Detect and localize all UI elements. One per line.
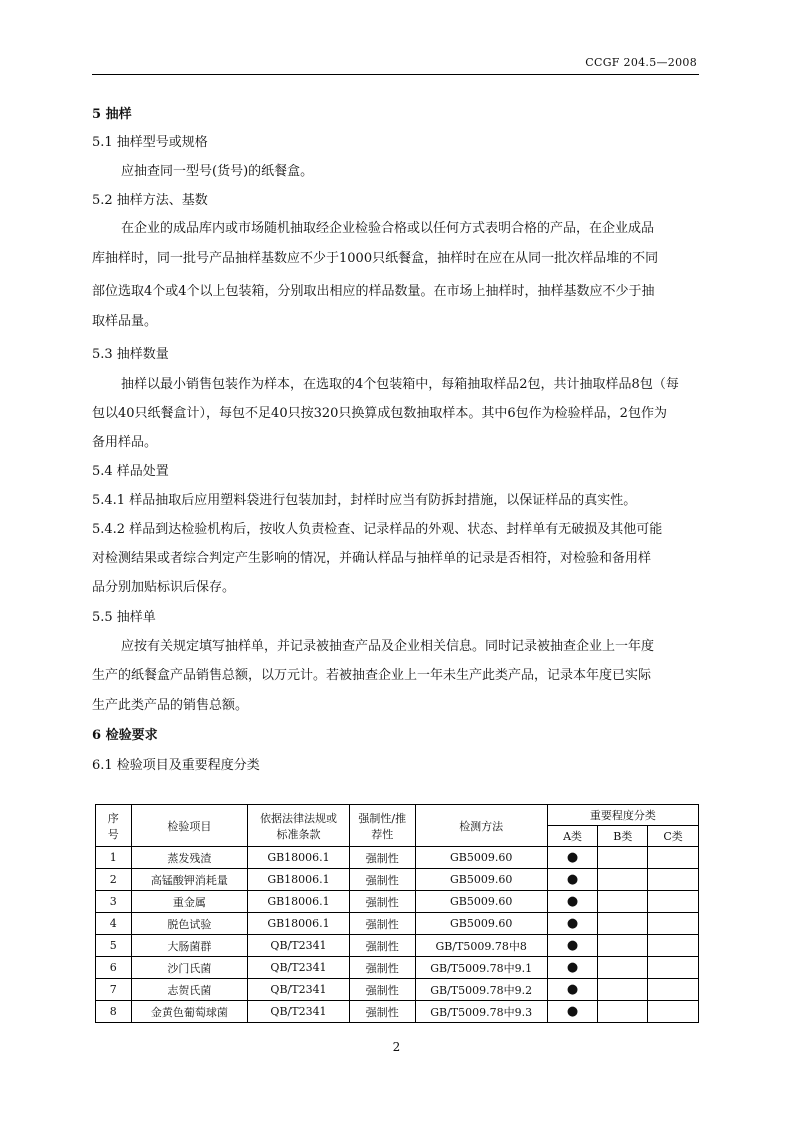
cell-basis: QB/T2341	[248, 1001, 350, 1023]
section-5-4-1-text: 5.4.1 样品抽取后应用塑料袋进行包装加封，封样时应当有防拆封措施，以保证样品的真实性。	[92, 493, 637, 508]
table-row	[96, 869, 699, 891]
inspection-items-table	[95, 804, 699, 1023]
header-mandatory-line1: 强制性/推	[358, 811, 407, 825]
header-mandatory	[349, 805, 415, 847]
cell-no: 5	[96, 935, 132, 957]
cell-class-b	[598, 869, 648, 891]
cell-method: GB5009.60	[415, 847, 547, 869]
cell-class-b	[598, 891, 648, 913]
section-6-heading: 6 检验要求	[92, 728, 158, 743]
cell-class-c	[648, 957, 699, 979]
section-5-3-text-line-1: 抽样以最小销售包装作为样本，在选取的4个包装箱中，每箱抽取样品2包，共计抽取样品8包（每	[121, 377, 679, 392]
header-divider	[92, 74, 699, 75]
cell-class-a: ●	[547, 1001, 598, 1023]
cell-class-c	[648, 869, 699, 891]
section-5-5-text-line-2: 生产的纸餐盒产品销售总额，以万元计。若被抽查企业上一年未生产此类产品，记录本年度已实际	[92, 668, 652, 683]
section-5-5-text-line-3: 生产此类产品的销售总额。	[92, 698, 249, 713]
cell-class-b	[598, 979, 648, 1001]
header-seq-line2: 号	[107, 827, 119, 841]
header-basis-line2: 标准条款	[276, 827, 321, 841]
cell-no: 2	[96, 869, 132, 891]
section-5-2-text-line-2: 库抽样时，同一批号产品抽样基数应不少于1000只纸餐盒，抽样时在应在从同一批次样品堆的不同	[92, 251, 659, 266]
cell-type: 强制性	[349, 935, 415, 957]
cell-class-c	[648, 891, 699, 913]
cell-class-c	[648, 1001, 699, 1023]
header-seq	[96, 805, 132, 847]
cell-no: 6	[96, 957, 132, 979]
section-5-3-text-line-3: 备用样品。	[92, 435, 158, 450]
table-row	[96, 847, 699, 869]
cell-item: 重金属	[131, 891, 248, 913]
cell-type: 强制性	[349, 957, 415, 979]
cell-class-c	[648, 847, 699, 869]
cell-basis: QB/T2341	[248, 935, 350, 957]
cell-item: 高锰酸钾消耗量	[131, 869, 248, 891]
cell-type: 强制性	[349, 891, 415, 913]
section-5-4-2-text-line-1: 5.4.2 样品到达检验机构后，按收人负责检查、记录样品的外观、状态、封样单有无破损及其他可能	[92, 522, 663, 537]
header-basis-line1: 依据法律法规或	[260, 811, 337, 825]
header-importance: 重要程度分类	[547, 805, 698, 826]
cell-class-a: ●	[547, 891, 598, 913]
table-row	[96, 935, 699, 957]
section-5-1-text: 应抽查同一型号(货号)的纸餐盒。	[121, 164, 314, 179]
cell-type: 强制性	[349, 869, 415, 891]
section-5-1-heading: 5.1 抽样型号或规格	[92, 135, 208, 150]
header-class-b: B类	[598, 826, 648, 847]
cell-type: 强制性	[349, 979, 415, 1001]
section-5-4-heading: 5.4 样品处置	[92, 464, 169, 479]
cell-item: 脱色试验	[131, 913, 248, 935]
cell-method: GB/T5009.78中8	[415, 935, 547, 957]
cell-class-c	[648, 935, 699, 957]
cell-no: 1	[96, 847, 132, 869]
cell-class-b	[598, 1001, 648, 1023]
cell-method: GB5009.60	[415, 913, 547, 935]
cell-no: 7	[96, 979, 132, 1001]
cell-basis: GB18006.1	[248, 869, 350, 891]
cell-class-b	[598, 957, 648, 979]
cell-method: GB/T5009.78中9.1	[415, 957, 547, 979]
cell-basis: GB18006.1	[248, 847, 350, 869]
cell-class-b	[598, 913, 648, 935]
cell-basis: QB/T2341	[248, 979, 350, 1001]
section-5-5-text-line-1: 应按有关规定填写抽样单，并记录被抽查产品及企业相关信息。同时记录被抽查企业上一年度	[121, 639, 655, 654]
cell-basis: QB/T2341	[248, 957, 350, 979]
cell-class-a: ●	[547, 979, 598, 1001]
cell-class-a: ●	[547, 847, 598, 869]
table-row	[96, 1001, 699, 1023]
cell-method: GB5009.60	[415, 869, 547, 891]
cell-class-a: ●	[547, 935, 598, 957]
header-class-a: A类	[547, 826, 598, 847]
header-class-c: C类	[648, 826, 699, 847]
section-5-3-heading: 5.3 抽样数量	[92, 347, 169, 362]
cell-class-c	[648, 913, 699, 935]
cell-basis: GB18006.1	[248, 891, 350, 913]
cell-class-b	[598, 935, 648, 957]
cell-item: 蒸发残渣	[131, 847, 248, 869]
header-seq-line1: 序	[107, 811, 119, 825]
cell-no: 3	[96, 891, 132, 913]
section-5-2-text-line-3: 部位选取4个或4个以上包装箱，分别取出相应的样品数量。在市场上抽样时，抽样基数应不少于抽	[92, 284, 655, 299]
cell-type: 强制性	[349, 913, 415, 935]
table-row	[96, 913, 699, 935]
header-mandatory-line2: 荐性	[371, 827, 394, 841]
section-6-1-heading: 6.1 检验项目及重要程度分类	[92, 758, 260, 773]
header-basis	[248, 805, 350, 847]
header-item: 检验项目	[131, 805, 248, 847]
section-5-2-text-line-4: 取样品量。	[92, 314, 158, 329]
page-number: 2	[392, 1040, 401, 1054]
header-method: 检测方法	[415, 805, 547, 847]
cell-item: 志贺氏菌	[131, 979, 248, 1001]
table-row	[96, 957, 699, 979]
cell-method: GB/T5009.78中9.3	[415, 1001, 547, 1023]
section-5-3-text-line-2: 包以40只纸餐盒计），每包不足40只按320只换算成包数抽取样本。其中6包作为检验样品，2包作为	[92, 406, 667, 421]
section-5-2-heading: 5.2 抽样方法、基数	[92, 193, 208, 208]
cell-class-a: ●	[547, 913, 598, 935]
cell-class-c	[648, 979, 699, 1001]
cell-no: 4	[96, 913, 132, 935]
cell-class-a: ●	[547, 957, 598, 979]
section-5-4-2-text-line-2: 对检测结果或者综合判定产生影响的情况，并确认样品与抽样单的记录是否相符，对检验和备用样	[92, 551, 652, 566]
section-5-5-heading: 5.5 抽样单	[92, 610, 156, 625]
table-row	[96, 979, 699, 1001]
cell-method: GB/T5009.78中9.2	[415, 979, 547, 1001]
cell-item: 大肠菌群	[131, 935, 248, 957]
section-5-2-text-line-1: 在企业的成品库内或市场随机抽取经企业检验合格或以任何方式表明合格的产品，在企业成品	[121, 221, 655, 236]
cell-item: 金黄色葡萄球菌	[131, 1001, 248, 1023]
cell-no: 8	[96, 1001, 132, 1023]
cell-type: 强制性	[349, 847, 415, 869]
table-row	[96, 891, 699, 913]
cell-method: GB5009.60	[415, 891, 547, 913]
cell-basis: GB18006.1	[248, 913, 350, 935]
cell-item: 沙门氏菌	[131, 957, 248, 979]
section-5-heading: 5 抽样	[92, 107, 132, 122]
document-code: CCGF 204.5—2008	[585, 56, 697, 69]
cell-class-b	[598, 847, 648, 869]
cell-type: 强制性	[349, 1001, 415, 1023]
section-5-4-2-text-line-3: 品分别加贴标识后保存。	[92, 580, 236, 595]
cell-class-a: ●	[547, 869, 598, 891]
